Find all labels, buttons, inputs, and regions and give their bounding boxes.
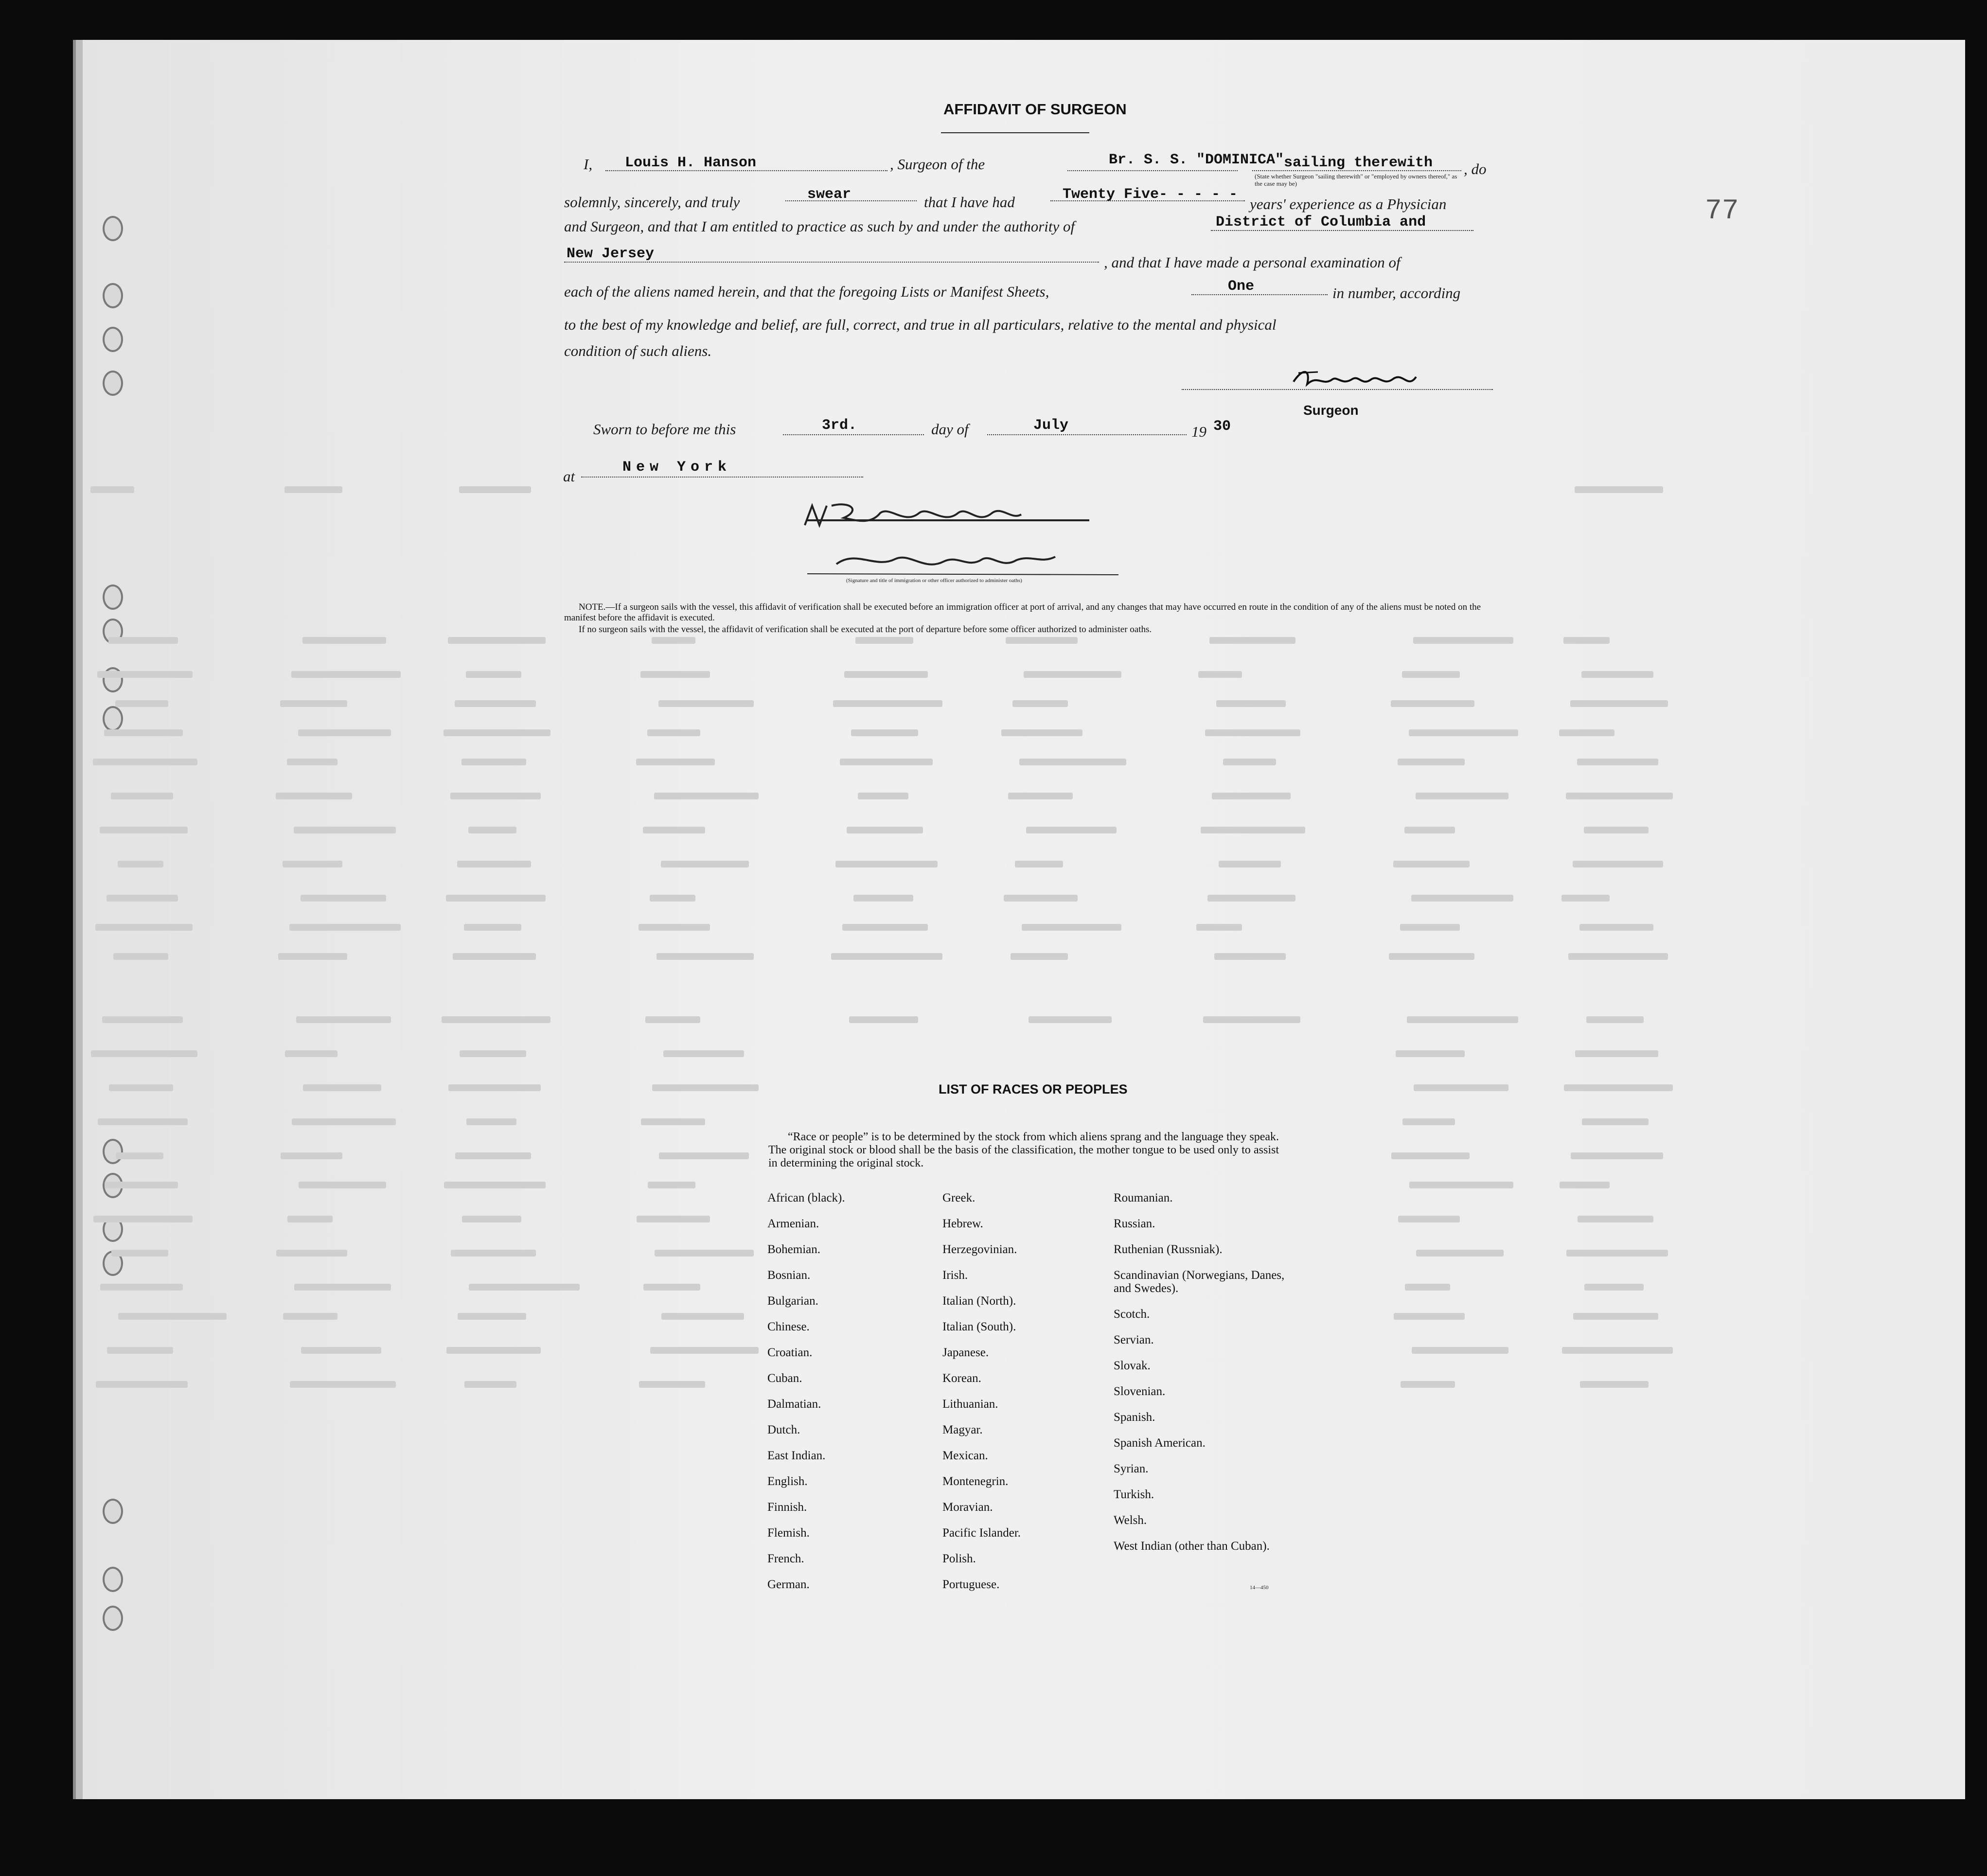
race-entry: Welsh. [1114, 1514, 1147, 1527]
surgeon-name: Louis H. Hanson [625, 155, 757, 171]
fill-line [1211, 230, 1473, 231]
fill-line [605, 170, 887, 171]
fill-line [1050, 200, 1245, 201]
race-entry: Spanish American. [1114, 1436, 1206, 1450]
officer-caption: (Signature and title of immigration or other officer authorized to administer oaths) [846, 578, 1022, 584]
race-entry: Servian. [1114, 1333, 1154, 1346]
race-entry: Italian (North). [942, 1294, 1016, 1308]
affidavit-text: to the best of my knowledge and belief, are full, correct, and true in all particulars, relative to the mental and physical [564, 316, 1277, 333]
race-entry: German. [767, 1578, 810, 1591]
authority-line-2: New Jersey [567, 246, 655, 262]
race-entry: Armenian. [767, 1217, 819, 1230]
form-number: 14—450 [1250, 1585, 1269, 1591]
affidavit-note: NOTE.—If a surgeon sails with the vessel, this affidavit of verification shall be executed before an immigration officer at port of arrival, and any changes that may have occurred en route in the condition of any of the aliens must be noted on the manifest before the affidavit is executed. [564, 602, 1481, 623]
race-entry: Magyar. [942, 1423, 983, 1436]
binder-hole [103, 327, 123, 352]
race-entry: Bosnian. [767, 1269, 811, 1282]
race-entry: Finnish. [767, 1501, 807, 1514]
race-entry: Slovenian. [1114, 1385, 1166, 1398]
fill-line [1191, 294, 1328, 295]
surgeon-signature [1289, 362, 1420, 401]
race-entry: Scotch. [1114, 1308, 1150, 1321]
race-entry: Mexican. [942, 1449, 988, 1462]
years-experience: Twenty Five- - - - - [1063, 186, 1238, 203]
race-entry: Bulgarian. [767, 1294, 818, 1308]
authority-line-1: District of Columbia and [1216, 214, 1426, 230]
binding-edge [76, 40, 83, 1799]
affidavit-text: years' experience as a Physician [1250, 195, 1447, 212]
race-entry: French. [767, 1552, 804, 1565]
affidavit-text: , and that I have made a personal examination of [1104, 254, 1401, 271]
binder-hole [103, 1606, 123, 1631]
affidavit-text: solemnly, sincerely, and truly [564, 194, 740, 211]
sworn-day: 3rd. [822, 417, 857, 434]
race-entry: Ruthenian (Russniak). [1114, 1243, 1223, 1256]
affidavit-text: day of [931, 421, 969, 438]
race-entry: Pacific Islander. [942, 1526, 1021, 1540]
affidavit-text: condition of such aliens. [564, 342, 712, 359]
sworn-place: New York [622, 459, 732, 476]
affidavit-text: each of the aliens named herein, and that the foregoing Lists or Manifest Sheets, [564, 283, 1049, 300]
race-entry: Turkish. [1114, 1488, 1154, 1501]
officer-signature [798, 491, 1128, 588]
race-entry: Japanese. [942, 1346, 989, 1359]
race-entry: Slovak. [1114, 1359, 1151, 1372]
manifest-sheet-count: One [1228, 278, 1255, 295]
race-entry: Flemish. [767, 1526, 810, 1540]
affidavit-note: If no surgeon sails with the vessel, the affidavit of verification shall be executed at the port of departure before some officer authorized to administer oaths. [579, 624, 1152, 635]
surgeon-label: Surgeon [1303, 403, 1359, 418]
affidavit-text: 19 [1191, 423, 1206, 440]
race-entry: Roumanian. [1114, 1191, 1173, 1204]
race-entry: English. [767, 1475, 808, 1488]
binder-hole [103, 584, 123, 610]
binder-hole [103, 1567, 123, 1592]
binder-hole [103, 283, 123, 308]
sworn-year: 30 [1213, 418, 1231, 435]
fill-line [1252, 170, 1461, 171]
fill-line [785, 200, 917, 201]
races-intro: “Race or people” is to be determined by the stock from which aliens sprang and the language they speak. The original stock or blood shall be the basis of the classification, the mother tongue to be used only to assist in determining the original stock. [768, 1131, 1279, 1169]
race-entry: Herzegovinian. [942, 1243, 1017, 1256]
binder-hole [103, 1499, 123, 1524]
affidavit-text: Sworn to before me this [593, 421, 736, 438]
affidavit-text: that I have had [924, 194, 1015, 211]
race-entry: Italian (South). [942, 1320, 1016, 1333]
sworn-month: July [1033, 417, 1069, 434]
race-entry: Irish. [942, 1269, 968, 1282]
binder-hole [103, 371, 123, 396]
race-entry: Bohemian. [767, 1243, 821, 1256]
fill-line [987, 434, 1187, 435]
race-entry: Dalmatian. [767, 1398, 821, 1411]
race-entry: Moravian. [942, 1501, 993, 1514]
race-entry: Syrian. [1114, 1462, 1149, 1475]
page-number: 77 [1705, 195, 1739, 227]
affidavit-text: , Surgeon of the [890, 156, 985, 173]
race-entry: Croatian. [767, 1346, 813, 1359]
race-entry: Scandinavian (Norwegians, Danes, and Swedes). [1114, 1269, 1285, 1295]
heading-rule [941, 132, 1089, 133]
binder-hole [103, 1139, 123, 1164]
race-entry: Cuban. [767, 1372, 802, 1385]
affidavit-text: in number, according [1332, 284, 1461, 301]
race-entry: Chinese. [767, 1320, 810, 1333]
race-entry: Dutch. [767, 1423, 800, 1436]
race-entry: Montenegrin. [942, 1475, 1009, 1488]
affidavit-heading: AFFIDAVIT OF SURGEON [943, 101, 1127, 118]
race-entry: Russian. [1114, 1217, 1155, 1230]
binder-hole [103, 706, 123, 731]
race-entry: East Indian. [767, 1449, 826, 1462]
surgeon-status: sailing therewith [1284, 155, 1433, 171]
races-heading: LIST OF RACES OR PEOPLES [939, 1082, 1128, 1097]
fill-line [581, 477, 863, 478]
race-entry: African (black). [767, 1191, 845, 1204]
race-entry: West Indian (other than Cuban). [1114, 1540, 1270, 1553]
race-entry: Hebrew. [942, 1217, 983, 1230]
fill-line [1067, 170, 1238, 171]
status-note: (State whether Surgeon "sailing therewith" or "employed by owners thereof," as the case may be) [1255, 173, 1457, 187]
race-entry: Polish. [942, 1552, 976, 1565]
binder-hole [103, 216, 123, 241]
affidavit-text: at [563, 468, 575, 485]
fill-line [783, 434, 924, 435]
race-entry: Portuguese. [942, 1578, 1000, 1591]
affidavit-text: and Surgeon, and that I am entitled to practice as such by and under the authority of [564, 218, 1075, 235]
oath-type: swear [807, 186, 852, 203]
affidavit-text: , do [1464, 160, 1487, 177]
race-entry: Lithuanian. [942, 1398, 998, 1411]
race-entry: Spanish. [1114, 1411, 1155, 1424]
fill-line [564, 262, 1099, 263]
race-entry: Korean. [942, 1372, 981, 1385]
vessel-name: Br. S. S. "DOMINICA" [1109, 152, 1284, 168]
affidavit-text: I, [584, 156, 593, 173]
race-entry: Greek. [942, 1191, 976, 1204]
